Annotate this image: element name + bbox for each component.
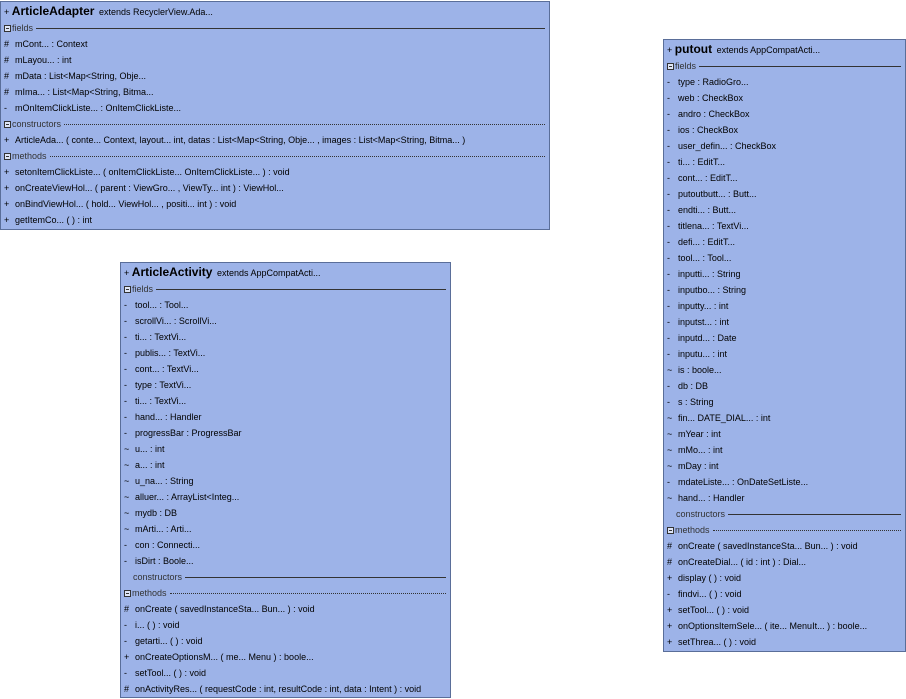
member-signature: findvi... ( ) : void xyxy=(678,589,742,599)
field-row[interactable] xyxy=(664,234,905,250)
section-divider xyxy=(156,289,446,290)
field-row[interactable] xyxy=(664,426,905,442)
member-signature: putoutbutt... : Butt... xyxy=(678,189,757,199)
constructors-section-header[interactable] xyxy=(664,506,905,522)
class-extends: extends AppCompatActi... xyxy=(217,268,321,278)
section-divider xyxy=(185,577,446,578)
field-row[interactable] xyxy=(121,505,450,521)
visibility-marker: - xyxy=(667,301,670,311)
fields-section-header[interactable] xyxy=(121,281,450,297)
member-signature: tool... : Tool... xyxy=(678,253,732,263)
field-row[interactable] xyxy=(664,122,905,138)
member-signature: ti... : TextVi... xyxy=(135,396,187,406)
collapse-icon[interactable] xyxy=(667,63,674,70)
visibility-marker: - xyxy=(667,237,670,247)
member-signature: a... : int xyxy=(135,460,165,470)
field-row[interactable] xyxy=(664,202,905,218)
collapse-icon[interactable] xyxy=(4,25,11,32)
visibility-marker: + xyxy=(4,183,10,193)
field-row[interactable] xyxy=(121,537,450,553)
class-article-adapter[interactable] xyxy=(0,1,550,230)
section-label: fields xyxy=(132,284,154,294)
member-signature: setThrea... ( ) : void xyxy=(678,637,757,647)
member-signature: andro : CheckBox xyxy=(678,109,750,119)
visibility-marker: - xyxy=(667,333,670,343)
member-signature: inputbo... : String xyxy=(678,285,747,295)
member-signature: onCreate ( savedInstanceSta... Bun... ) : void xyxy=(678,541,858,551)
method-row[interactable] xyxy=(664,634,905,650)
visibility-marker: ~ xyxy=(124,524,130,534)
visibility-marker: - xyxy=(667,397,670,407)
visibility-marker: ~ xyxy=(667,365,673,375)
visibility-marker: - xyxy=(667,93,670,103)
visibility-marker: - xyxy=(124,620,127,630)
field-row[interactable] xyxy=(121,489,450,505)
visibility-marker: + xyxy=(4,7,10,17)
collapse-icon[interactable] xyxy=(4,153,11,160)
methods-list xyxy=(1,164,549,228)
method-row[interactable] xyxy=(121,601,450,617)
section-label: methods xyxy=(675,525,710,535)
method-row[interactable] xyxy=(1,164,549,180)
visibility-marker: # xyxy=(667,541,673,551)
member-signature: mCont... : Context xyxy=(15,39,88,49)
visibility-marker: + xyxy=(667,573,673,583)
visibility-marker: + xyxy=(4,167,10,177)
field-row[interactable] xyxy=(121,297,450,313)
collapse-icon[interactable] xyxy=(124,286,131,293)
member-signature: progressBar : ProgressBar xyxy=(135,428,242,438)
visibility-marker: ~ xyxy=(124,460,130,470)
field-row[interactable] xyxy=(664,218,905,234)
member-signature: inputti... : String xyxy=(678,269,741,279)
field-row[interactable] xyxy=(1,68,549,84)
fields-list xyxy=(121,297,450,569)
member-signature: is : boole... xyxy=(678,365,722,375)
visibility-marker: + xyxy=(667,637,673,647)
field-row[interactable] xyxy=(664,378,905,394)
methods-list xyxy=(664,538,905,650)
member-signature: ios : CheckBox xyxy=(678,125,739,135)
section-divider xyxy=(728,514,901,515)
fields-section-header[interactable] xyxy=(664,58,905,74)
visibility-marker: - xyxy=(124,556,127,566)
member-signature: setonItemClickListe... ( onItemClickListe... OnItemClickListe... ) : void xyxy=(15,167,290,177)
member-signature: web : CheckBox xyxy=(678,93,744,103)
class-name: ArticleActivity xyxy=(131,265,213,279)
visibility-marker: - xyxy=(124,396,127,406)
class-extends: extends RecyclerView.Ada... xyxy=(98,7,213,17)
field-row[interactable] xyxy=(664,394,905,410)
visibility-marker: ~ xyxy=(124,444,130,454)
member-signature: isDirt : Boole... xyxy=(135,556,194,566)
visibility-marker: ~ xyxy=(667,461,673,471)
visibility-marker: + xyxy=(667,605,673,615)
member-signature: publis... : TextVi... xyxy=(135,348,206,358)
field-row[interactable] xyxy=(664,154,905,170)
member-signature: setTool... ( ) : void xyxy=(135,668,207,678)
method-row[interactable] xyxy=(121,633,450,649)
visibility-marker: - xyxy=(667,589,670,599)
member-signature: cont... : EditT... xyxy=(678,173,738,183)
field-row[interactable] xyxy=(664,74,905,90)
method-row[interactable] xyxy=(1,212,549,228)
visibility-marker: - xyxy=(667,109,670,119)
visibility-marker: - xyxy=(667,253,670,263)
visibility-marker: + xyxy=(124,652,130,662)
class-extends: extends AppCompatActi... xyxy=(716,45,821,55)
member-signature: scrollVi... : ScrollVi... xyxy=(135,316,217,326)
class-header[interactable] xyxy=(1,2,549,20)
field-row[interactable] xyxy=(121,329,450,345)
method-row[interactable] xyxy=(1,196,549,212)
method-row[interactable] xyxy=(664,538,905,554)
methods-section-header[interactable] xyxy=(1,148,549,164)
methods-section-header[interactable] xyxy=(664,522,905,538)
visibility-marker: - xyxy=(667,269,670,279)
field-row[interactable] xyxy=(664,282,905,298)
member-signature: mOnItemClickListe... : OnItemClickListe... xyxy=(15,103,182,113)
member-signature: inputd... : Date xyxy=(678,333,737,343)
visibility-marker: - xyxy=(124,348,127,358)
field-row[interactable] xyxy=(121,409,450,425)
field-row[interactable] xyxy=(664,266,905,282)
member-signature: mYear : int xyxy=(678,429,721,439)
member-signature: onCreateOptionsM... ( me... Menu ) : boole... xyxy=(135,652,314,662)
member-signature: cont... : TextVi... xyxy=(135,364,199,374)
visibility-marker: - xyxy=(124,300,127,310)
field-row[interactable] xyxy=(664,330,905,346)
collapse-icon[interactable] xyxy=(124,590,131,597)
member-signature: mIma... : List<Map<String, Bitma... xyxy=(15,87,154,97)
member-signature: user_defin... : CheckBox xyxy=(678,141,777,151)
member-signature: con : Connecti... xyxy=(135,540,201,550)
visibility-marker: + xyxy=(4,215,10,225)
field-row[interactable] xyxy=(121,393,450,409)
visibility-marker: # xyxy=(4,39,10,49)
member-signature: titlena... : TextVi... xyxy=(678,221,749,231)
field-row[interactable] xyxy=(121,377,450,393)
member-signature: hand... : Handler xyxy=(678,493,745,503)
field-row[interactable] xyxy=(121,345,450,361)
member-signature: defi... : EditT... xyxy=(678,237,736,247)
field-row[interactable] xyxy=(1,84,549,100)
member-signature: inputty... : int xyxy=(678,301,729,311)
class-header[interactable] xyxy=(121,263,450,281)
visibility-marker: - xyxy=(667,173,670,183)
visibility-marker: ~ xyxy=(667,445,673,455)
member-signature: mArti... : Arti... xyxy=(135,524,192,534)
field-row[interactable] xyxy=(1,52,549,68)
member-signature: i... ( ) : void xyxy=(135,620,180,630)
class-name: putout xyxy=(674,42,713,56)
member-signature: ti... : TextVi... xyxy=(135,332,187,342)
section-divider xyxy=(713,530,901,531)
section-label: methods xyxy=(12,151,47,161)
member-signature: s : String xyxy=(678,397,714,407)
member-signature: mdateListe... : OnDateSetListe... xyxy=(678,477,809,487)
visibility-marker: ~ xyxy=(667,493,673,503)
class-header[interactable] xyxy=(664,40,905,58)
field-row[interactable] xyxy=(664,458,905,474)
visibility-marker: # xyxy=(4,55,10,65)
field-row[interactable] xyxy=(121,457,450,473)
visibility-marker: - xyxy=(667,205,670,215)
member-signature: u_na... : String xyxy=(135,476,194,486)
collapse-icon[interactable] xyxy=(667,527,674,534)
method-row[interactable] xyxy=(664,602,905,618)
member-signature: u... : int xyxy=(135,444,165,454)
member-signature: mLayou... : int xyxy=(15,55,72,65)
constructors-section-header[interactable] xyxy=(121,569,450,585)
visibility-marker: ~ xyxy=(124,476,130,486)
field-row[interactable] xyxy=(664,138,905,154)
visibility-marker: + xyxy=(124,268,130,278)
section-label: constructors xyxy=(12,119,62,129)
member-signature: type : RadioGro... xyxy=(678,77,749,87)
member-signature: alluer... : ArrayList<Integ... xyxy=(135,492,240,502)
visibility-marker: + xyxy=(667,45,673,55)
field-row[interactable] xyxy=(664,474,905,490)
member-signature: fin... DATE_DIAL... : int xyxy=(678,413,771,423)
visibility-marker: - xyxy=(667,189,670,199)
section-label: methods xyxy=(132,588,167,598)
visibility-marker: - xyxy=(667,157,670,167)
method-row[interactable] xyxy=(121,649,450,665)
visibility-marker: - xyxy=(124,668,127,678)
visibility-marker: - xyxy=(667,477,670,487)
constructors-list xyxy=(1,132,549,148)
member-signature: inputu... : int xyxy=(678,349,728,359)
visibility-marker: - xyxy=(124,364,127,374)
member-signature: tool... : Tool... xyxy=(135,300,189,310)
visibility-marker: - xyxy=(667,125,670,135)
member-signature: mDay : int xyxy=(678,461,719,471)
member-signature: onCreate ( savedInstanceSta... Bun... ) : void xyxy=(135,604,315,614)
member-signature: onCreateViewHol... ( parent : ViewGro... , ViewTy... int ) : ViewHol... xyxy=(15,183,284,193)
section-label: constructors xyxy=(133,572,183,582)
member-signature: db : DB xyxy=(678,381,709,391)
constructors-section-header[interactable] xyxy=(1,116,549,132)
method-row[interactable] xyxy=(121,665,450,681)
member-signature: inputst... : int xyxy=(678,317,730,327)
member-signature: hand... : Handler xyxy=(135,412,202,422)
method-row[interactable] xyxy=(664,586,905,602)
member-signature: display ( ) : void xyxy=(678,573,742,583)
field-row[interactable] xyxy=(121,473,450,489)
visibility-marker: - xyxy=(667,349,670,359)
visibility-marker: ~ xyxy=(667,413,673,423)
visibility-marker: # xyxy=(667,557,673,567)
member-signature: endti... : Butt... xyxy=(678,205,737,215)
member-signature: onActivityRes... ( requestCode : int, resultCode : int, data : Intent ) : void xyxy=(135,684,422,694)
visibility-marker: # xyxy=(124,684,130,694)
visibility-marker: - xyxy=(667,141,670,151)
visibility-marker: - xyxy=(667,317,670,327)
field-row[interactable] xyxy=(121,521,450,537)
field-row[interactable] xyxy=(664,490,905,506)
class-putout[interactable] xyxy=(663,39,906,652)
field-row[interactable] xyxy=(121,441,450,457)
section-label: constructors xyxy=(676,509,726,519)
method-row[interactable] xyxy=(664,570,905,586)
section-label: fields xyxy=(12,23,34,33)
method-row[interactable] xyxy=(121,681,450,697)
section-divider xyxy=(50,156,545,157)
field-row[interactable] xyxy=(664,90,905,106)
field-row[interactable] xyxy=(664,298,905,314)
member-signature: mMo... : int xyxy=(678,445,723,455)
member-signature: ti... : EditT... xyxy=(678,157,726,167)
collapse-icon[interactable] xyxy=(4,121,11,128)
field-row[interactable] xyxy=(121,425,450,441)
method-row[interactable] xyxy=(664,554,905,570)
field-row[interactable] xyxy=(664,346,905,362)
method-row[interactable] xyxy=(664,618,905,634)
method-row[interactable] xyxy=(1,180,549,196)
visibility-marker: # xyxy=(4,71,10,81)
field-row[interactable] xyxy=(121,361,450,377)
methods-list xyxy=(121,601,450,697)
visibility-marker: - xyxy=(667,381,670,391)
visibility-marker: - xyxy=(124,332,127,342)
field-row[interactable] xyxy=(1,100,549,116)
member-signature: mydb : DB xyxy=(135,508,178,518)
fields-list xyxy=(664,74,905,506)
constructor-row[interactable] xyxy=(1,132,549,148)
visibility-marker: + xyxy=(667,621,673,631)
field-row[interactable] xyxy=(664,314,905,330)
fields-section-header[interactable] xyxy=(1,20,549,36)
visibility-marker: ~ xyxy=(124,492,130,502)
visibility-marker: - xyxy=(124,540,127,550)
visibility-marker: - xyxy=(124,428,127,438)
member-signature: onCreateDial... ( id : int ) : Dial... xyxy=(678,557,807,567)
field-row[interactable] xyxy=(664,186,905,202)
visibility-marker: - xyxy=(667,77,670,87)
class-article-activity[interactable] xyxy=(120,262,451,698)
member-signature: onOptionsItemSele... ( ite... MenuIt... ) : boole... xyxy=(678,621,868,631)
member-signature: getItemCo... ( ) : int xyxy=(15,215,93,225)
member-signature: getarti... ( ) : void xyxy=(135,636,203,646)
method-row[interactable] xyxy=(121,617,450,633)
visibility-marker: - xyxy=(667,285,670,295)
section-divider xyxy=(699,66,901,67)
visibility-marker: - xyxy=(124,380,127,390)
visibility-marker: # xyxy=(124,604,130,614)
field-row[interactable] xyxy=(664,442,905,458)
fields-list xyxy=(1,36,549,116)
member-signature: onBindViewHol... ( hold... ViewHol... , positi... int ) : void xyxy=(15,199,237,209)
visibility-marker: # xyxy=(4,87,10,97)
visibility-marker: + xyxy=(4,135,10,145)
field-row[interactable] xyxy=(1,36,549,52)
section-divider xyxy=(36,28,545,29)
section-divider xyxy=(64,124,545,125)
visibility-marker: ~ xyxy=(124,508,130,518)
member-signature: mData : List<Map<String, Obje... xyxy=(15,71,147,81)
visibility-marker: - xyxy=(124,412,127,422)
visibility-marker: - xyxy=(4,103,7,113)
section-label: fields xyxy=(675,61,697,71)
field-row[interactable] xyxy=(664,362,905,378)
section-divider xyxy=(170,593,446,594)
visibility-marker: - xyxy=(124,316,127,326)
field-row[interactable] xyxy=(121,553,450,569)
field-row[interactable] xyxy=(664,250,905,266)
field-row[interactable] xyxy=(121,313,450,329)
member-signature: setTool... ( ) : void xyxy=(678,605,750,615)
member-signature: ArticleAda... ( conte... Context, layout... int, datas : List<Map<String, Obje... , images : List<Map<String, Bitma... ) xyxy=(15,135,466,145)
visibility-marker: - xyxy=(667,221,670,231)
field-row[interactable] xyxy=(664,170,905,186)
methods-section-header[interactable] xyxy=(121,585,450,601)
class-name: ArticleAdapter xyxy=(11,4,95,18)
visibility-marker: + xyxy=(4,199,10,209)
visibility-marker: - xyxy=(124,636,127,646)
member-signature: type : TextVi... xyxy=(135,380,192,390)
field-row[interactable] xyxy=(664,410,905,426)
visibility-marker: ~ xyxy=(667,429,673,439)
field-row[interactable] xyxy=(664,106,905,122)
